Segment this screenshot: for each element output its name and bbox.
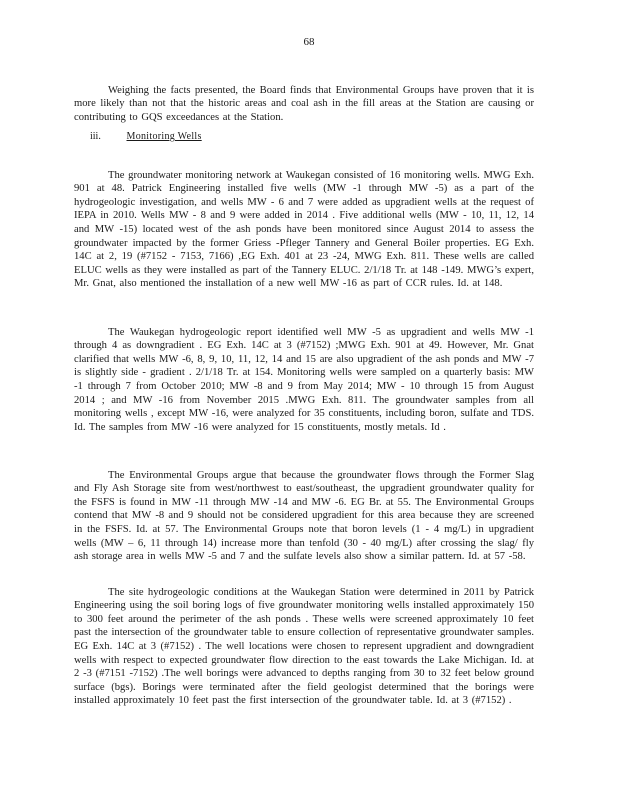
section-number: iii. bbox=[90, 131, 101, 142]
paragraph-site-conditions: The site hydrogeologic conditions at the Waukegan Station were determined in 2011 by Patrick Engineering using the soil boring logs of five groundwater monitoring wells installed approximately 150 to 300 feet around the perimeter of the ash ponds . These wells were screened approximately 10 feet past the intersection of the groundwater table to ensure collection of representative groundwater samples. EG Exh. 14C at 3 (#7152) . The well locations were chosen to represent upgradient and downgradient wells with respect to expected groundwater flow direction to the east towards the Lake Michigan. Id. at 2 -3 (#7151 -7152) .The well borings were advanced to depths ranging from 30 to 32 feet below ground surface (bgs). Borings were terminated after the field geologist determined that the borings were installed approximately 10 feet past the first intersection of the groundwater table. Id. at 3 (#7152) . bbox=[74, 586, 534, 707]
paragraph-monitoring-network: The groundwater monitoring network at Waukegan consisted of 16 monitoring wells. MWG Exh. 901 at 48. Patrick Engineering installed five wells (MW -1 through MW -5) as a part of the hydrogeologic investigation, and wells MW - 6 and 7 were added as upgradient wells at the request of IEPA in 2010. Wells MW - 8 and 9 were added in 2014 . Five additional wells (MW - 10, 11, 12, 14 and MW -15) located west of the ash ponds have been monitored since August 2014 to assess the groundwater impacted by the former Griess -Pfleger Tannery and General Boiler properties. EG Exh. 14C at 2, 19 (#7152 - 7153, 7166) ,EG Exh. 401 at 23 -24, MWG Exh. 811. These wells are called ELUC wells as they were installed as part of the Tannery ELUC. 2/1/18 Tr. at 148 -149. MWG’s expert, Mr. Gnat, also mentioned the installation of a new well MW -16 as part of CCR rules. Id. at 148. bbox=[74, 169, 534, 290]
page-number: 68 bbox=[303, 36, 315, 48]
paragraph-board-finding: Weighing the facts presented, the Board finds that Environmental Groups have proven that it is more likely than not that the historic areas and coal ash in the fill areas at the Station are causing or contributing to GQS exceedances at the Station. bbox=[74, 84, 534, 123]
paragraph-environmental-groups-argument: The Environmental Groups argue that because the groundwater flows through the Former Slag and Fly Ash Storage site from west/northwest to east/southeast, the upgradient groundwater quality for the FSFS is found in MW -11 through MW -14 and MW -6. EG Br. at 55. The Environmental Groups contend that MW -8 and 9 should not be considered upgradient for this area because they are screened in the FSFS. Id. at 57. The Environmental Groups note that boron levels (1 - 4 mg/L) in upgradient wells (MW – 6, 11 through 14) increase more than tenfold (30 - 40 mg/L) after crossing the slag/ fly ash storage area in wells MW -5 and 7 and the sulfate levels also show a similar pattern. Id. at 57 -58. bbox=[74, 469, 534, 563]
paragraph-hydrogeologic-report: The Waukegan hydrogeologic report identified well MW -5 as upgradient and wells MW -1 through 4 as downgradient . EG Exh. 14C at 3 (#7152) ;MWG Exh. 901 at 49. However, Mr. Gnat clarified that wells MW -6, 8, 9, 10, 11, 12, 14 and 15 are also upgradient of the ash ponds and MW -7 is slightly side - gradient . 2/1/18 Tr. at 154. Monitoring wells were sampled on a quarterly basis: MW -1 through 7 from October 2010; MW -8 and 9 from May 2014; MW - 10 through 15 from August 2014 ; and MW -16 from November 2015 .MWG Exh. 811. The groundwater samples from all monitoring wells , except MW -16, were analyzed for 35 constituents, including boron, sulfate and TDS. Id. The samples from MW -16 were analyzed for 15 constituents, mostly metals. Id . bbox=[74, 326, 534, 433]
section-heading bbox=[90, 130, 202, 143]
section-title: Monitoring Wells bbox=[126, 131, 202, 142]
